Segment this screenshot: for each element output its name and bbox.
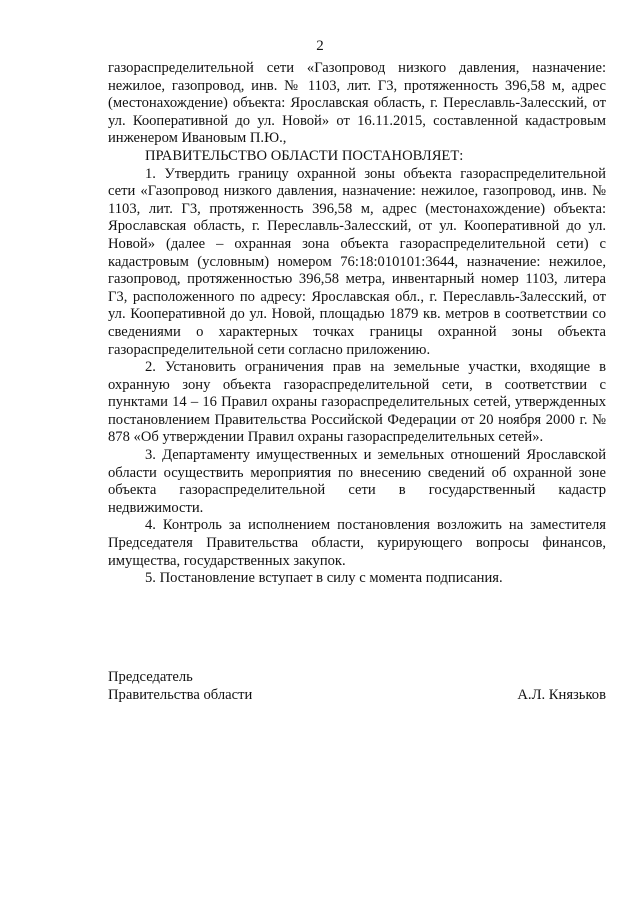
signature-block [108,669,606,704]
document-body [108,60,606,588]
intro-paragraph: газораспределительной сети «Газопровод низкого давления, назначение: нежилое, газопровод, инв. № 1103, лит. Г3, протяженность 396,58 м, адрес (местонахождение) объекта: Ярославская область, г. Переславль-Залесский, от ул. Кооперативной до ул. Новой» от 16.11.2015, составленной кадастровым инженером Ивановым П.Ю., [108,60,606,147]
decree-item-2: 2. Установить ограничения прав на земельные участки, входящие в охранную зону объекта газораспределительной сети, в соответствии с пунктами 14 – 16 Правил охраны газораспределительных сетей, утвержденных постановлением Правительства Российской Федерации от 20 ноября 2000 г. № 878 «Об утверждении Правил охраны газораспределительных сетей». [108,359,606,446]
signatory-title-line-2: Правительства области [108,686,253,703]
signatory-name: А.Л. Князьков [517,686,606,703]
decree-item-3: 3. Департаменту имущественных и земельных отношений Ярославской области осуществить мероприятия по внесению сведений об охранной зоне объекта газораспределительной сети в государственный кадастр недвижимости. [108,447,606,516]
signature-row [108,687,606,705]
decree-item-4: 4. Контроль за исполнением постановления возложить на заместителя Председателя Правительства области, курирующего вопросы финансов, имущества, государственных закупок. [108,517,606,569]
decree-item-1: 1. Утвердить границу охранной зоны объекта газораспределительной сети «Газопровод низкого давления, назначение: нежилое, газопровод, инв. № 1103, лит. Г3, протяженность 396,58 м, адрес (местонахождение) объекта: Ярославская область, г. Переславль-Залесский, от ул. Кооперативной до ул. Новой» (далее – охранная зона объекта газораспределительной сети) с кадастровым (условным) номером 76:18:010101:3644, назначение: нежилое, газопровод, протяженностью 396,58 метра, инвентарный номер 1103, литера Г3, расположенного по адресу: Ярославская обл., г. Переславль-Залесский, от ул. Кооперативной до ул. Новой, площадью 1879 кв. метров в соответствии со сведениями о характерных точках границы охранной зоны объекта газораспределительной сети согласно приложению. [108,165,606,358]
page-number: 2 [316,38,324,54]
decree-heading: ПРАВИТЕЛЬСТВО ОБЛАСТИ ПОСТАНОВЛЯЕТ: [145,147,464,164]
signatory-title-line-1: Председатель [108,669,193,685]
decree-item-5: 5. Постановление вступает в силу с момента подписания. [145,570,503,587]
